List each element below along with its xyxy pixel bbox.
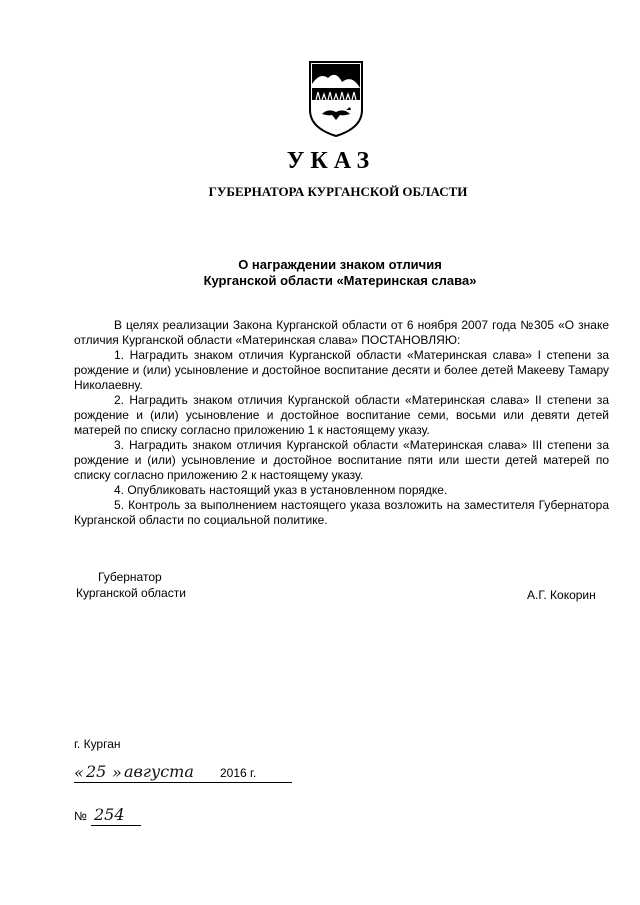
document-title: УКАЗ <box>286 148 376 174</box>
heading-line: О награждении знаком отличия <box>238 257 442 272</box>
date-quote-close: » <box>112 763 122 782</box>
issue-city: г. Курган <box>74 737 121 751</box>
date-year: 2016 г. <box>220 766 257 780</box>
decree-item: 5. Контроль за выполнением настоящего указа возложить на заместителя Губернатора Курганской области по социальной политике. <box>74 498 609 527</box>
document-subtitle: ГУБЕРНАТОРА КУРГАНСКОЙ ОБЛАСТИ <box>208 184 468 199</box>
issue-date <box>74 762 294 784</box>
decree-item: 1. Наградить знаком отличия Курганской области «Материнская слава» I степени за рождение и (или) усыновление и достойное воспитание десяти и более детей Макееву Тамару Николаевну. <box>74 348 609 392</box>
intro-paragraph: В целях реализации Закона Курганской области от 6 ноября 2007 года №305 «О знаке отличия Курганской области «Материнская слава» ПОСТАНОВЛЯЮ: <box>74 318 609 347</box>
decree-heading <box>0 257 640 289</box>
signatory-title: Губернатор <box>98 570 162 584</box>
number-value: 254 <box>94 805 125 824</box>
decree-item: 3. Наградить знаком отличия Курганской области «Материнская слава» III степени за рождение и (или) усыновление и достойное воспитание пяти или шести детей матерей по списку согласно приложению 2 к настоящему указу. <box>74 438 609 482</box>
number-label: № <box>74 809 87 823</box>
date-day: 25 <box>86 762 107 781</box>
decree-body <box>74 318 609 528</box>
signatory-name: А.Г. Кокорин <box>527 588 596 602</box>
date-quote-open: « <box>74 763 84 782</box>
coat-of-arms-emblem <box>306 58 366 138</box>
date-month: августа <box>124 762 194 781</box>
heading-line: Курганской области «Материнская слава» <box>203 273 477 288</box>
decree-item: 4. Опубликовать настоящий указ в установленном порядке. <box>114 483 448 497</box>
decree-item: 2. Наградить знаком отличия Курганской области «Материнская слава» II степени за рождение и (или) усыновление и достойное воспитание семи, восьми или девяти детей матерей по списку согласно приложению 1 к настоящему указу. <box>74 393 609 437</box>
signatory-region: Курганской области <box>76 586 186 600</box>
number-underline <box>91 825 141 826</box>
date-underline <box>74 782 292 783</box>
decree-number <box>74 805 174 827</box>
